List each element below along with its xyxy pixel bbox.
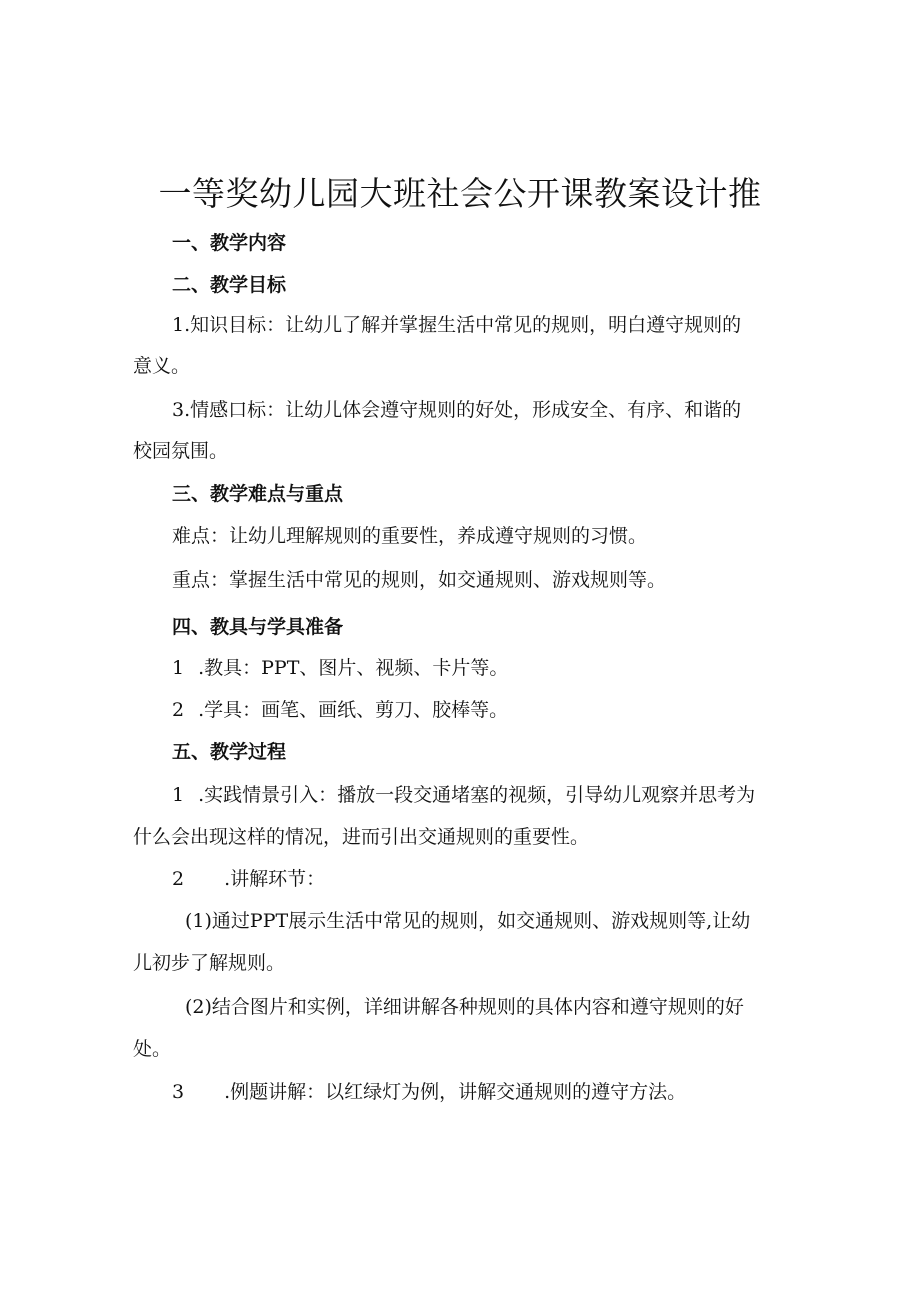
step-explain-text: .讲解环节： (224, 868, 326, 890)
materials-student (172, 701, 508, 720)
sub-step-1-line2: 儿初步了解规则。 (133, 952, 286, 974)
list-number: 3 (172, 1081, 185, 1103)
materials-student-text: .学具：画笔、画纸、剪刀、胶棒等。 (198, 699, 509, 721)
objective-knowledge-line2: 意义。 (133, 355, 191, 377)
materials-teacher (172, 659, 508, 678)
section-heading-process: 五、教学过程 (172, 741, 287, 763)
difficulty-text: 难点：让幼儿理解规则的重要性，养成遵守规则的习惯。 (172, 525, 648, 547)
step-intro-line1 (172, 786, 755, 805)
list-number: 2 (172, 699, 185, 721)
step-example-text: .例题讲解：以红绿灯为例，讲解交通规则的遵守方法。 (224, 1081, 687, 1103)
sub-step-1-line1: (1)通过PPT展示生活中常见的规则，如交通规则、游戏规则等,让幼 (185, 910, 751, 932)
key-point-text: 重点：掌握生活中常见的规则，如交通规则、游戏规则等。 (172, 569, 667, 591)
materials-teacher-text: .教具：PPT、图片、视频、卡片等。 (198, 657, 509, 679)
section-heading-difficulty: 三、教学难点与重点 (172, 483, 344, 505)
list-number: 2 (172, 868, 185, 890)
document-title: 一等奖幼儿园大班社会公开课教案设计推 (158, 174, 762, 213)
objective-emotion-line1: 3.情感口标：让幼儿体会遵守规则的好处，形成安全、有序、和谐的 (172, 399, 742, 421)
list-number: 1 (172, 657, 185, 679)
sub-step-2-line2: 处。 (133, 1038, 172, 1060)
step-intro-text: .实践情景引入：播放一段交通堵塞的视频，引导幼儿观察并思考为 (198, 784, 756, 806)
list-number: 1 (172, 784, 185, 806)
section-heading-objectives: 二、教学目标 (172, 274, 287, 296)
step-example (172, 1083, 686, 1102)
objective-emotion-line2: 校园氛围。 (133, 440, 229, 462)
step-explain (172, 870, 325, 889)
section-heading-materials: 四、教具与学具准备 (172, 616, 344, 638)
sub-step-2-line1: (2)结合图片和实例，详细讲解各种规则的具体内容和遵守规则的好 (185, 996, 744, 1018)
step-intro-line2: 什么会出现这样的情况，进而引出交通规则的重要性。 (133, 826, 590, 848)
objective-knowledge-line1: 1.知识目标：让幼儿了解并掌握生活中常见的规则，明白遵守规则的 (172, 314, 742, 336)
section-heading-content: 一、教学内容 (172, 232, 287, 254)
